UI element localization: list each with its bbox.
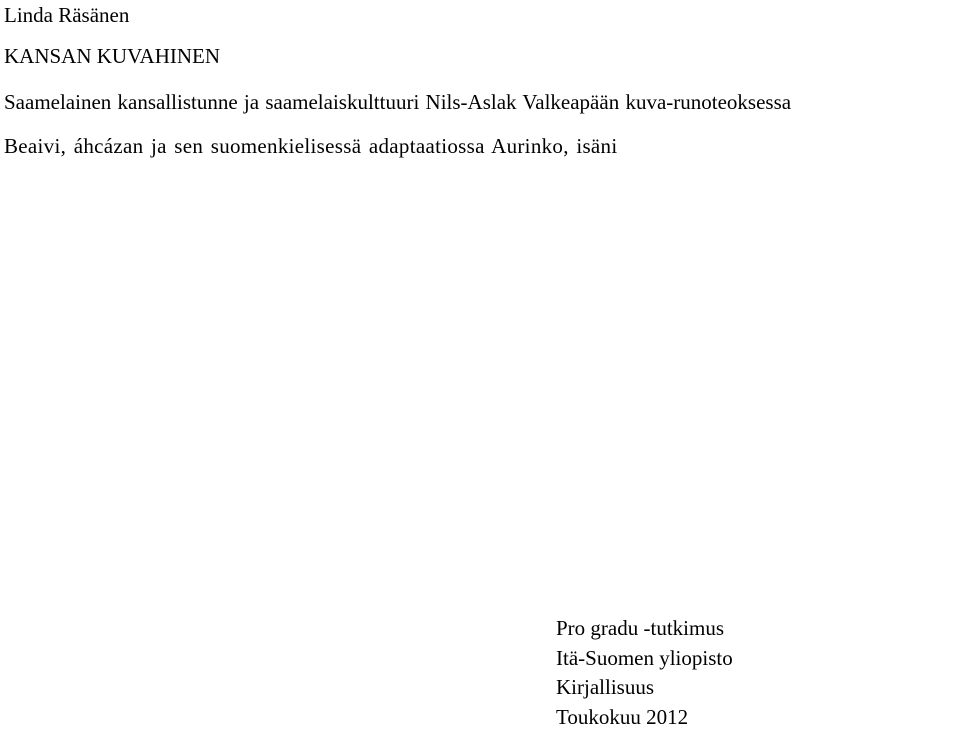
subject: Kirjallisuus xyxy=(556,673,733,703)
thesis-info-block xyxy=(556,614,733,732)
thesis-subtitle-line-2: Beaivi, áhcázan ja sen suomenkielisessä adaptaatiossa Aurinko, isäni xyxy=(4,133,617,159)
thesis-subtitle-line-1: Saamelainen kansallistunne ja saamelaiskulttuuri Nils-Aslak Valkeapään kuva-runoteoksessa xyxy=(4,89,791,115)
thesis-title: KANSAN KUVAHINEN xyxy=(4,43,220,69)
date: Toukokuu 2012 xyxy=(556,703,733,732)
university: Itä-Suomen yliopisto xyxy=(556,644,733,674)
thesis-type: Pro gradu -tutkimus xyxy=(556,614,733,644)
author-name: Linda Räsänen xyxy=(4,2,129,28)
